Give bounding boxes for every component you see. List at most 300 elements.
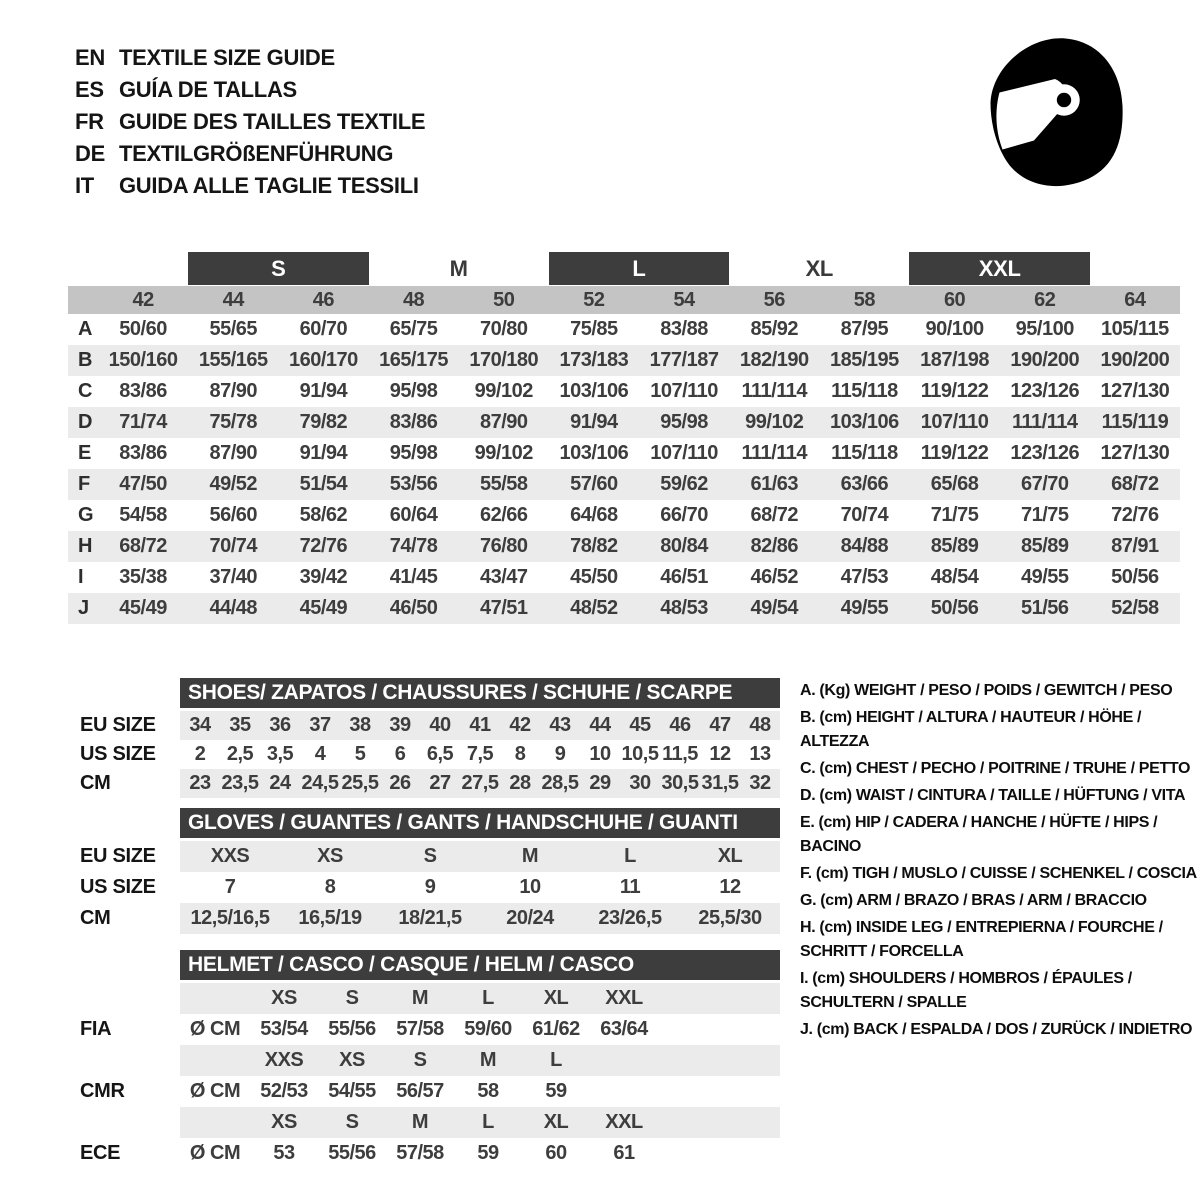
gloves-table-title: GLOVES / GUANTES / GANTS / HANDSCHUHE / GUANTI bbox=[180, 808, 780, 838]
size-value: 31,5 bbox=[701, 772, 739, 794]
spacer bbox=[68, 1107, 180, 1138]
size-value: 111/114 bbox=[741, 380, 807, 402]
row-letter: I bbox=[78, 566, 84, 588]
unit-spacer bbox=[180, 983, 250, 1014]
size-value: 48/52 bbox=[570, 597, 618, 619]
size-value: 46/51 bbox=[660, 566, 708, 588]
size-value: 23 bbox=[189, 772, 211, 794]
shoes-size-table bbox=[68, 678, 780, 798]
size-value: 47/51 bbox=[479, 597, 528, 619]
sub-table-row bbox=[68, 872, 780, 903]
size-table-body bbox=[68, 314, 1180, 624]
size-value: 23/26,5 bbox=[598, 907, 662, 929]
measurement-row-a bbox=[68, 314, 1180, 345]
measurement-row-e bbox=[68, 438, 1180, 469]
sub-table-row bbox=[68, 711, 780, 740]
size-group-s: S bbox=[188, 252, 368, 285]
size-value: 87/90 bbox=[479, 411, 528, 433]
language-row bbox=[75, 74, 425, 106]
size-value: 49/55 bbox=[1020, 566, 1069, 588]
row-letter: A bbox=[78, 318, 92, 340]
language-code: EN bbox=[75, 45, 105, 70]
size-value: 37 bbox=[309, 714, 331, 736]
size-value: 12 bbox=[719, 876, 741, 898]
size-value: 10,5 bbox=[621, 743, 659, 765]
size-value: 43 bbox=[549, 714, 571, 736]
size-number-header: 56 bbox=[763, 288, 785, 311]
diameter-unit: Ø CM bbox=[189, 1080, 241, 1102]
size-label: XS bbox=[271, 987, 297, 1009]
helmet-table-rows bbox=[68, 983, 780, 1169]
size-value: 65/75 bbox=[389, 318, 438, 340]
diameter-unit: Ø CM bbox=[189, 1018, 241, 1040]
measurement-row-g bbox=[68, 500, 1180, 531]
size-value: 49/55 bbox=[840, 597, 889, 619]
language-code: IT bbox=[75, 173, 94, 198]
size-value: 80/84 bbox=[660, 535, 708, 557]
standard-label: FIA bbox=[80, 1018, 112, 1040]
size-value: 25,5 bbox=[341, 772, 379, 794]
size-value: 64/68 bbox=[570, 504, 618, 526]
size-value: 26 bbox=[389, 772, 411, 794]
size-value: L bbox=[624, 845, 636, 867]
size-label: XXL bbox=[605, 987, 643, 1009]
numeric-size-header-row bbox=[68, 286, 1180, 314]
size-label: XS bbox=[271, 1111, 297, 1133]
size-value: 76/80 bbox=[479, 535, 528, 557]
measurement-row-i bbox=[68, 562, 1180, 593]
size-value: 155/165 bbox=[198, 349, 268, 371]
size-value: 28,5 bbox=[541, 772, 579, 794]
measurement-legend bbox=[800, 679, 1200, 1045]
size-value: 29 bbox=[589, 772, 611, 794]
size-value: 115/118 bbox=[831, 442, 898, 464]
size-value: 70/80 bbox=[479, 318, 528, 340]
size-value: 12 bbox=[709, 743, 731, 765]
size-value: 44 bbox=[589, 714, 611, 736]
size-value: 8 bbox=[514, 743, 526, 765]
standard-label: CMR bbox=[80, 1080, 125, 1102]
row-letter: D bbox=[78, 411, 92, 433]
size-value: 83/86 bbox=[119, 380, 167, 402]
size-number-header: 62 bbox=[1034, 288, 1056, 311]
size-label: M bbox=[411, 987, 429, 1009]
measurement-row-j bbox=[68, 593, 1180, 624]
size-value: 47 bbox=[709, 714, 731, 736]
size-value: 57/58 bbox=[396, 1142, 444, 1164]
size-value: 52/58 bbox=[1111, 597, 1159, 619]
size-number-header: 64 bbox=[1124, 288, 1146, 311]
size-value: 103/106 bbox=[559, 442, 629, 464]
size-value: 50/60 bbox=[119, 318, 167, 340]
size-value: 46 bbox=[669, 714, 691, 736]
row-letter: H bbox=[78, 535, 92, 557]
size-value: 12,5/16,5 bbox=[190, 907, 270, 929]
size-value: 55/56 bbox=[328, 1018, 376, 1040]
spacer bbox=[68, 1045, 180, 1076]
size-value: 48/53 bbox=[660, 597, 708, 619]
row-label: EU SIZE bbox=[80, 845, 156, 867]
values-strip bbox=[180, 983, 780, 1014]
size-value: 170/180 bbox=[469, 349, 539, 371]
size-value: 99/102 bbox=[474, 380, 533, 402]
helmet-sizes-row bbox=[68, 983, 780, 1014]
size-value: 27,5 bbox=[461, 772, 499, 794]
size-value: 55/65 bbox=[209, 318, 258, 340]
size-value: 105/115 bbox=[1101, 318, 1169, 340]
size-value: 91/94 bbox=[299, 380, 348, 402]
size-value: 23,5 bbox=[221, 772, 259, 794]
size-value: 70/74 bbox=[209, 535, 258, 557]
row-label: US SIZE bbox=[80, 743, 156, 765]
size-label: XXL bbox=[605, 1111, 643, 1133]
size-value: M bbox=[521, 845, 539, 867]
size-value: 59 bbox=[477, 1142, 499, 1164]
size-value: 4 bbox=[314, 743, 326, 765]
size-value: 35 bbox=[229, 714, 251, 736]
size-value: 60/64 bbox=[389, 504, 438, 526]
size-value: 37/40 bbox=[209, 566, 258, 588]
size-value: 111/114 bbox=[1012, 411, 1078, 433]
size-label: XL bbox=[543, 987, 569, 1009]
size-value: 83/88 bbox=[660, 318, 708, 340]
size-value: 50/56 bbox=[930, 597, 979, 619]
size-value: 38 bbox=[349, 714, 371, 736]
size-value: 57/58 bbox=[396, 1018, 444, 1040]
size-value: 127/130 bbox=[1100, 380, 1170, 402]
size-value: 57/60 bbox=[570, 473, 618, 495]
size-value: 66/70 bbox=[660, 504, 708, 526]
size-value: 99/102 bbox=[474, 442, 533, 464]
size-value: 45/49 bbox=[119, 597, 167, 619]
spacer bbox=[68, 808, 180, 838]
size-number-header: 58 bbox=[853, 288, 876, 311]
size-value: 49/52 bbox=[209, 473, 258, 495]
size-label: S bbox=[345, 987, 359, 1009]
language-code: ES bbox=[75, 77, 104, 102]
corner-cell bbox=[68, 286, 98, 314]
size-value: 32 bbox=[749, 772, 771, 794]
size-value: 107/110 bbox=[650, 442, 718, 464]
size-value: 103/106 bbox=[559, 380, 629, 402]
standard-label: ECE bbox=[80, 1142, 121, 1164]
shoes-table-rows bbox=[68, 711, 780, 798]
size-number-header: 46 bbox=[312, 288, 335, 311]
size-value: 182/190 bbox=[739, 349, 809, 371]
size-value: 68/72 bbox=[750, 504, 799, 526]
size-value: 39 bbox=[389, 714, 411, 736]
size-value: 51/54 bbox=[299, 473, 348, 495]
size-value: 95/98 bbox=[389, 380, 438, 402]
size-value: 85/89 bbox=[930, 535, 979, 557]
size-value: 11,5 bbox=[662, 743, 698, 765]
size-value: 83/86 bbox=[119, 442, 167, 464]
values-strip bbox=[180, 841, 780, 872]
row-letter: J bbox=[78, 597, 89, 619]
size-value: 119/122 bbox=[920, 380, 989, 402]
measurement-row-d bbox=[68, 407, 1180, 438]
size-label: XXS bbox=[264, 1049, 304, 1071]
measurement-row-b bbox=[68, 345, 1180, 376]
size-value: 58/62 bbox=[299, 504, 348, 526]
size-value: 59/60 bbox=[464, 1018, 512, 1040]
size-group-l: L bbox=[549, 252, 729, 285]
measurement-row-h bbox=[68, 531, 1180, 562]
size-value: 74/78 bbox=[389, 535, 438, 557]
size-value: XXS bbox=[210, 845, 250, 867]
size-value: 63/64 bbox=[600, 1018, 648, 1040]
size-value: 71/75 bbox=[930, 504, 979, 526]
values-strip bbox=[180, 740, 780, 769]
size-value: 75/85 bbox=[570, 318, 618, 340]
size-value: 46/52 bbox=[750, 566, 799, 588]
size-value: 72/76 bbox=[299, 535, 348, 557]
legend-item-a: A. (Kg) WEIGHT / PESO / POIDS / GEWITCH / PESO bbox=[800, 682, 1173, 699]
size-value: 87/90 bbox=[209, 442, 258, 464]
gloves-table-rows bbox=[68, 841, 780, 934]
size-group-header-row bbox=[68, 252, 1180, 285]
size-value: 63/66 bbox=[840, 473, 889, 495]
row-label: CM bbox=[80, 907, 111, 929]
size-value: 51/56 bbox=[1020, 597, 1069, 619]
language-code: DE bbox=[75, 141, 105, 166]
size-value: XS bbox=[317, 845, 343, 867]
size-value: 99/102 bbox=[745, 411, 804, 433]
size-value: 40 bbox=[429, 714, 451, 736]
size-value: 3,5 bbox=[266, 743, 294, 765]
size-value: 103/106 bbox=[830, 411, 899, 433]
sub-table-row bbox=[68, 903, 780, 934]
values-strip bbox=[180, 1076, 780, 1107]
size-value: 41 bbox=[469, 714, 491, 736]
spacer bbox=[68, 678, 180, 708]
size-value: 115/118 bbox=[831, 380, 898, 402]
size-value: 24 bbox=[269, 772, 291, 794]
diameter-unit: Ø CM bbox=[189, 1142, 241, 1164]
size-value: 84/88 bbox=[840, 535, 889, 557]
size-value: 61/62 bbox=[532, 1018, 580, 1040]
size-value: 71/75 bbox=[1020, 504, 1069, 526]
size-number-header: 44 bbox=[222, 288, 244, 311]
size-value: 111/114 bbox=[741, 442, 807, 464]
size-value: 16,5/19 bbox=[298, 907, 362, 929]
shoes-table-title: SHOES/ ZAPATOS / CHAUSSURES / SCHUHE / SCARPE bbox=[180, 678, 780, 708]
size-value: 90/100 bbox=[925, 318, 984, 340]
helmet-table-title: HELMET / CASCO / CASQUE / HELM / CASCO bbox=[180, 950, 780, 980]
size-number-header: 54 bbox=[673, 288, 695, 311]
sub-table-row bbox=[68, 740, 780, 769]
size-value: 45/50 bbox=[570, 566, 618, 588]
size-value: 190/200 bbox=[1100, 349, 1170, 371]
size-value: 41/45 bbox=[389, 566, 438, 588]
size-group-xxl: XXL bbox=[909, 252, 1089, 285]
size-value: 2 bbox=[194, 743, 206, 765]
size-value: 45/49 bbox=[299, 597, 348, 619]
size-value: 34 bbox=[189, 714, 211, 736]
size-value: 35/38 bbox=[119, 566, 167, 588]
size-value: 71/74 bbox=[119, 411, 167, 433]
size-value: 55/56 bbox=[328, 1142, 376, 1164]
helmet-values-row-ece bbox=[68, 1138, 780, 1169]
size-value: 107/110 bbox=[650, 380, 718, 402]
size-value: 61 bbox=[613, 1142, 635, 1164]
sub-table-row bbox=[68, 841, 780, 872]
size-value: 65/68 bbox=[930, 473, 979, 495]
size-value: 95/98 bbox=[389, 442, 438, 464]
racing-helmet-svg bbox=[980, 34, 1130, 196]
size-value: 49/54 bbox=[750, 597, 799, 619]
size-value: 59 bbox=[545, 1080, 567, 1102]
legend-item-e: E. (cm) HIP / CADERA / HANCHE / HÜFTE / HIPS / BACINO bbox=[800, 814, 1158, 855]
spacer bbox=[68, 950, 180, 980]
size-value: 50/56 bbox=[1111, 566, 1159, 588]
size-value: 119/122 bbox=[920, 442, 989, 464]
size-value: 82/86 bbox=[750, 535, 799, 557]
size-value: 67/70 bbox=[1020, 473, 1069, 495]
size-value: 39/42 bbox=[299, 566, 348, 588]
guide-title: TEXTILE SIZE GUIDE bbox=[119, 45, 335, 70]
language-code: FR bbox=[75, 109, 104, 134]
size-value: 68/72 bbox=[1111, 473, 1159, 495]
legend-item-f: F. (cm) TIGH / MUSLO / CUISSE / SCHENKEL / COSCIA bbox=[800, 865, 1197, 882]
size-value: 70/74 bbox=[840, 504, 889, 526]
size-label: L bbox=[482, 987, 494, 1009]
size-value: 53 bbox=[273, 1142, 295, 1164]
size-value: 56/57 bbox=[396, 1080, 444, 1102]
size-value: 25,5/30 bbox=[698, 907, 762, 929]
guide-title: GUÍA DE TALLAS bbox=[119, 77, 297, 102]
size-value: 54/58 bbox=[119, 504, 167, 526]
size-value: 61/63 bbox=[750, 473, 799, 495]
language-row bbox=[75, 42, 425, 74]
size-label: L bbox=[550, 1049, 562, 1071]
size-value: 6 bbox=[394, 743, 406, 765]
size-value: 68/72 bbox=[119, 535, 167, 557]
row-letter: E bbox=[78, 442, 91, 464]
legend-item-c: C. (cm) CHEST / PECHO / POITRINE / TRUHE / PETTO bbox=[800, 760, 1191, 777]
size-number-header: 50 bbox=[493, 288, 515, 311]
size-value: 28 bbox=[509, 772, 531, 794]
values-strip bbox=[180, 872, 780, 903]
size-value: 48/54 bbox=[930, 566, 979, 588]
size-value: 59/62 bbox=[660, 473, 708, 495]
size-value: 173/183 bbox=[559, 349, 629, 371]
size-value: 8 bbox=[324, 876, 336, 898]
size-value: 52/53 bbox=[260, 1080, 308, 1102]
size-value: 45 bbox=[629, 714, 651, 736]
size-value: 83/86 bbox=[389, 411, 438, 433]
row-letter: C bbox=[78, 380, 92, 402]
row-label: CM bbox=[80, 772, 111, 794]
size-number-header: 48 bbox=[402, 288, 425, 311]
language-row bbox=[75, 106, 425, 138]
size-group-m: M bbox=[449, 255, 468, 281]
size-value: 10 bbox=[519, 876, 541, 898]
size-value: 115/119 bbox=[1101, 411, 1169, 433]
size-value: 85/92 bbox=[750, 318, 799, 340]
size-value: 85/89 bbox=[1020, 535, 1069, 557]
size-label: S bbox=[413, 1049, 427, 1071]
size-value: 5 bbox=[354, 743, 366, 765]
size-value: 10 bbox=[589, 743, 611, 765]
size-value: 91/94 bbox=[299, 442, 348, 464]
size-value: 72/76 bbox=[1111, 504, 1159, 526]
size-value: 55/58 bbox=[479, 473, 528, 495]
size-value: 87/95 bbox=[840, 318, 889, 340]
racing-helmet-icon bbox=[980, 34, 1130, 196]
size-value: 95/100 bbox=[1015, 318, 1074, 340]
size-number-header: 60 bbox=[943, 288, 966, 311]
values-strip bbox=[180, 1045, 780, 1076]
gloves-size-table bbox=[68, 808, 780, 934]
size-value: 43/47 bbox=[479, 566, 528, 588]
helmet-sizes-row bbox=[68, 1045, 780, 1076]
legend-item-i: I. (cm) SHOULDERS / HOMBROS / ÉPAULES / SCHULTERN / SPALLE bbox=[800, 970, 1132, 1011]
size-value: 185/195 bbox=[830, 349, 899, 371]
size-value: 6,5 bbox=[426, 743, 454, 765]
size-value: 79/82 bbox=[299, 411, 348, 433]
legend-item-h: H. (cm) INSIDE LEG / ENTREPIERNA / FOURCHE / SCHRITT / FORCELLA bbox=[800, 919, 1163, 960]
size-value: XL bbox=[717, 845, 743, 867]
helmet-values-row-cmr bbox=[68, 1076, 780, 1107]
unit-spacer bbox=[180, 1045, 250, 1076]
size-value: 58 bbox=[477, 1080, 499, 1102]
size-value: 123/126 bbox=[1010, 442, 1080, 464]
values-strip bbox=[180, 711, 780, 740]
size-label: S bbox=[345, 1111, 359, 1133]
spacer bbox=[68, 983, 180, 1014]
size-value: 7,5 bbox=[466, 743, 494, 765]
sub-table-row bbox=[68, 769, 780, 798]
size-label: L bbox=[482, 1111, 494, 1133]
size-value: 62/66 bbox=[479, 504, 528, 526]
size-value: 95/98 bbox=[660, 411, 708, 433]
size-value: 44/48 bbox=[209, 597, 258, 619]
values-strip bbox=[180, 903, 780, 934]
size-value: 7 bbox=[224, 876, 236, 898]
size-value: 150/160 bbox=[108, 349, 178, 371]
size-label: M bbox=[411, 1111, 429, 1133]
size-value: 78/82 bbox=[570, 535, 618, 557]
size-label: M bbox=[479, 1049, 497, 1071]
guide-title: GUIDA ALLE TAGLIE TESSILI bbox=[119, 173, 419, 198]
size-value: 46/50 bbox=[389, 597, 438, 619]
helmet-sizes-row bbox=[68, 1107, 780, 1138]
size-value: 54/55 bbox=[328, 1080, 376, 1102]
measurement-row-c bbox=[68, 376, 1180, 407]
size-label: XS bbox=[339, 1049, 365, 1071]
size-value: 127/130 bbox=[1100, 442, 1170, 464]
size-value: 87/90 bbox=[209, 380, 258, 402]
size-value: 91/94 bbox=[570, 411, 618, 433]
size-value: 177/187 bbox=[649, 349, 719, 371]
size-value: 48 bbox=[749, 714, 771, 736]
size-value: 60 bbox=[545, 1142, 567, 1164]
size-value: 30 bbox=[629, 772, 651, 794]
legend-item-j: J. (cm) BACK / ESPALDA / DOS / ZURÜCK / INDIETRO bbox=[800, 1021, 1193, 1038]
size-value: 187/198 bbox=[920, 349, 989, 371]
size-value: 47/50 bbox=[119, 473, 167, 495]
language-title-list bbox=[75, 42, 425, 202]
size-value: 20/24 bbox=[506, 907, 554, 929]
size-number-header: 42 bbox=[132, 288, 154, 311]
size-group-xl: XL bbox=[805, 255, 834, 281]
size-value: 56/60 bbox=[209, 504, 258, 526]
size-value: 2,5 bbox=[226, 743, 254, 765]
guide-title: GUIDE DES TAILLES TEXTILE bbox=[119, 109, 426, 134]
helmet-size-table bbox=[68, 950, 780, 1169]
size-value: 9 bbox=[424, 876, 436, 898]
